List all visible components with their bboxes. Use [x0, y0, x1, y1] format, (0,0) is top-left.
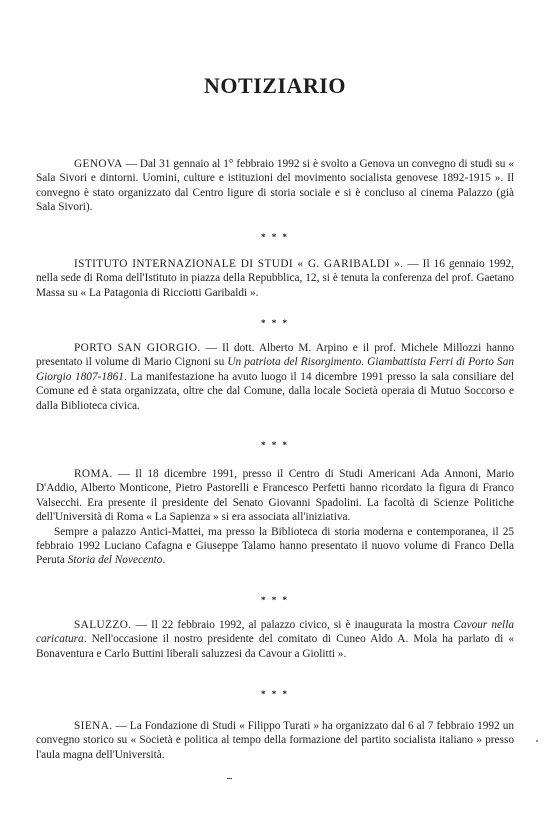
notice-head: GENOVA [74, 158, 123, 170]
notice-text: — Il 16 gennaio 1992, nella sede di Roma dell'Istituto in piazza della Repubblica, 12, si è tenuta la conferenza del prof. Gaetano Massa su « La Patagonia di Ricciotti Garibaldi ». [36, 258, 514, 299]
book-title: Storia del Novecento [67, 554, 163, 567]
notice-text: — Il 22 febbraio 1992, al palazzo civico, si è inaugurata la mostra [131, 619, 454, 631]
notice-text: — La Fondazione di Studi « Filippo Turati » ha organizzato dal 6 al 7 febbraio 1992 un convegno storico su « Società e politica al tempo della formazione del partito socialista italiano » presso l'aula magna dell'Università. [36, 720, 514, 761]
section-separator: * * * [261, 440, 289, 450]
section-separator: * * * [261, 232, 289, 242]
notice-head: ROMA. [74, 468, 113, 480]
notice-head: SALUZZO. [74, 619, 132, 631]
notice-text: Sempre a palazzo Antici-Mattei, ma presso la Biblioteca di storia moderna e contemporanea, il 25 febbraio 1992 Luciano Cafagna e Giuseppe Talamo hanno presentato il nuovo volume di Franco Della Peruta [36, 525, 514, 567]
page-mark [227, 778, 232, 779]
section-separator: * * * [261, 595, 289, 605]
section-separator: * * * [261, 318, 289, 328]
notice-genova [36, 157, 514, 215]
notice-paragraph [36, 618, 514, 661]
notice-text: . La manifestazione ha avuto luogo il 14 dicembre 1991 presso la sala consiliare del Comune ed è stata organizzata, oltre che dal Comune, dalla locale Società operaia di Mutuo Soccorso e dalla Biblioteca civica. [36, 370, 514, 412]
notice-head: PORTO SAN GIORGIO. [74, 342, 201, 354]
book-title: Un patriota del Risorgimento. Giambattista Ferri di Porto San Giorgio 1807-1861 [36, 356, 515, 383]
notice-roma [36, 467, 514, 568]
notice-text: — Il 18 dicembre 1991, presso il Centro di Studi Americani Ada Annoni, Mario D'Addio, Alberto Monticone, Pietro Pastorelli e Francesco Perfetti hanno ricordato la figura di Franco Valsecchi. Era presente il presidente del Senato Giovanni Spadolini. La facoltà di Scienze Politiche dell'Università di Roma « La Sapienza » si era associata all'iniziativa. [36, 468, 514, 524]
section-separator: * * * [261, 689, 289, 699]
notice-siena [36, 719, 514, 762]
exhibition-title: Cavour nella caricatura [36, 619, 514, 646]
notice-paragraph [36, 719, 514, 762]
notice-head: SIENA. [74, 720, 113, 732]
notice-paragraph-continued [36, 525, 514, 568]
notice-porto-san-giorgio [36, 341, 514, 413]
notice-paragraph [36, 157, 514, 215]
notice-paragraph [36, 467, 514, 525]
notice-text: — Dal 31 gennaio al 1° febbraio 1992 si è svolto a Genova un convegno di studi su « Sala Sivori e dintorni. Uomini, culture e istituzioni del movimento socialista genovese 1892-1915 ». Il convegno è stato organizzato dal Centro ligure di storia sociale e si è concluso al cinema Palazzo (già Sala Sivori). [36, 158, 514, 214]
notice-head: ISTITUTO INTERNAZIONALE DI STUDI « G. GARIBALDI ». [74, 258, 404, 270]
notice-istituto-garibaldi [36, 257, 514, 300]
notice-paragraph [36, 257, 514, 300]
notice-text: — Il dott. Alberto M. Arpino e il prof. Michele Millozzi hanno presentato il volume di Mario Cignoni su [36, 342, 514, 369]
notice-paragraph [36, 341, 514, 413]
notice-saluzzo [36, 618, 514, 661]
notice-text: . Nell'occasione il nostro presidente del comitato di Cuneo Aldo A. Mola ha parlato di « Bonaventura e Carlo Buttini liberali saluzzesi da Cavour a Giolitti ». [36, 633, 514, 660]
page-title: NOTIZIARIO [204, 73, 346, 98]
notice-text: . [162, 554, 166, 567]
page-speck [536, 740, 538, 742]
